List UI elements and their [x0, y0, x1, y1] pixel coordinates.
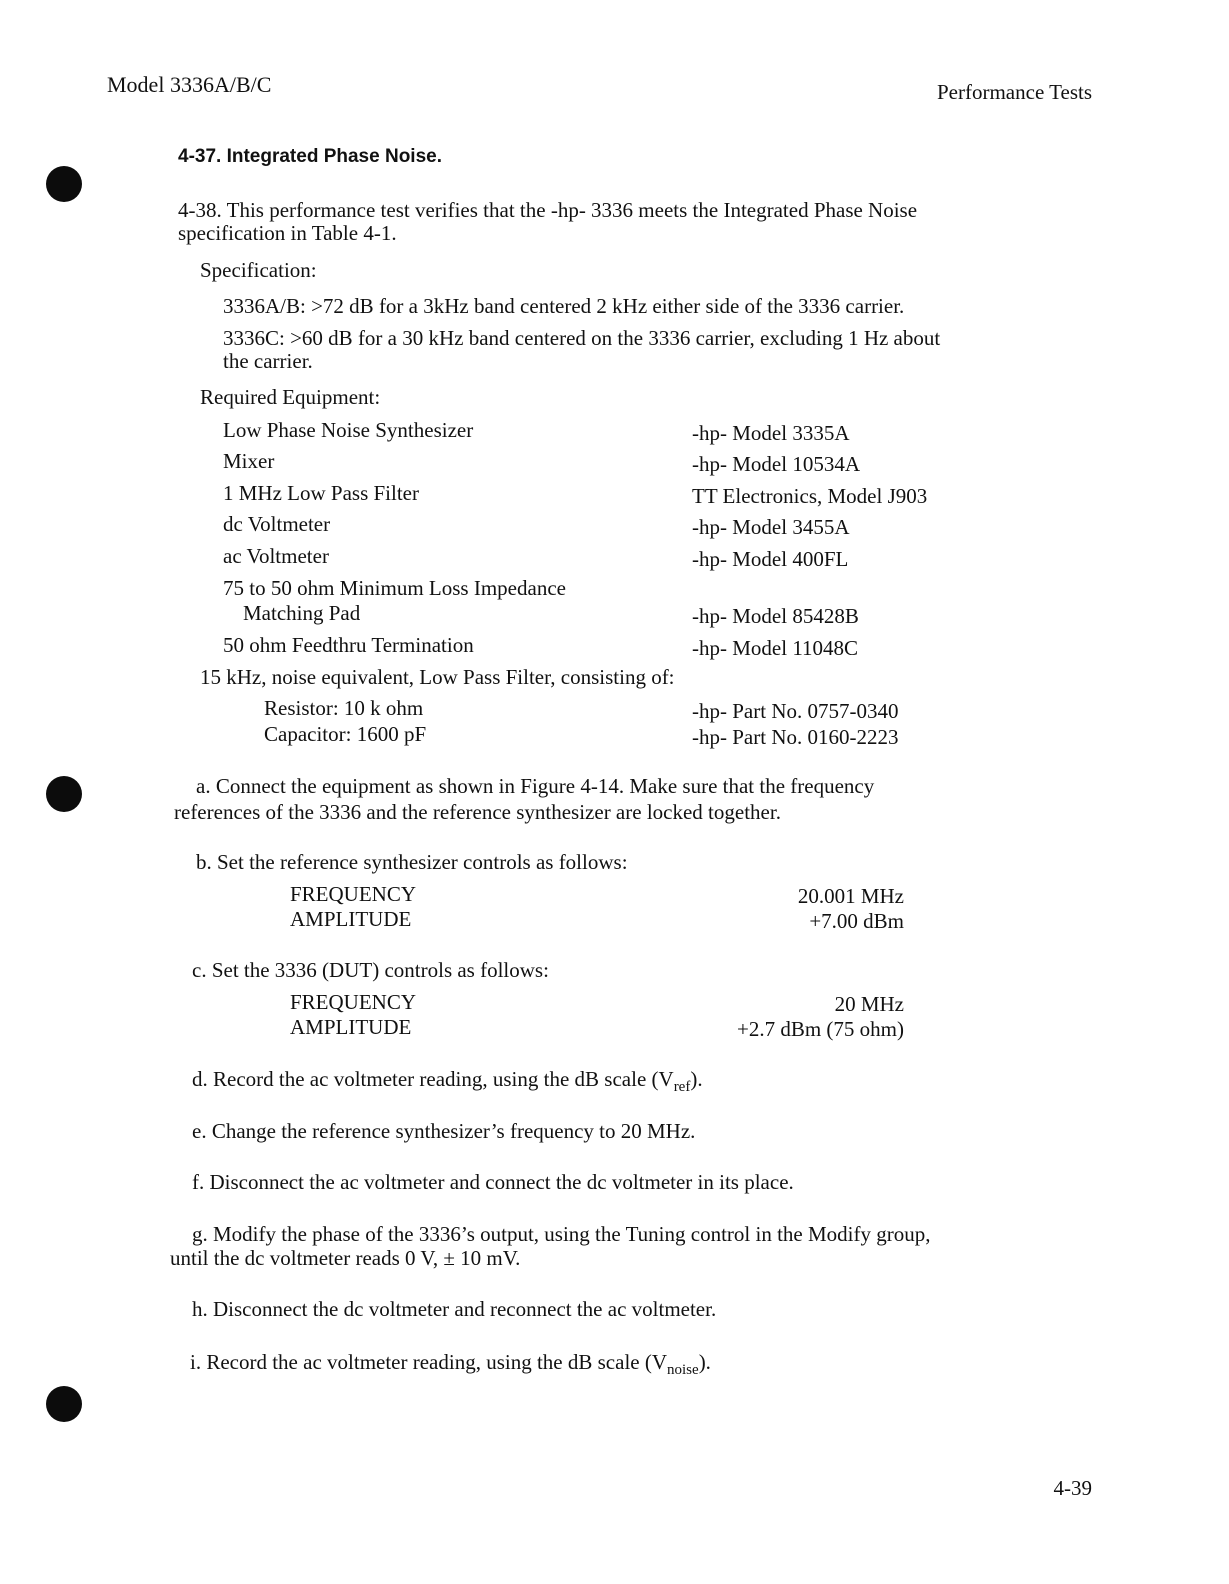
- step-i-end: ).: [698, 1350, 711, 1374]
- step-f: f. Disconnect the ac voltmeter and connect the dc voltmeter in its place.: [192, 1170, 794, 1194]
- step-i: [190, 1350, 711, 1379]
- filter-label: 15 kHz, noise equivalent, Low Pass Filter, consisting of:: [200, 665, 675, 689]
- step-c: c. Set the 3336 (DUT) controls as follows:: [192, 958, 549, 982]
- intro-line-2: specification in Table 4-1.: [178, 221, 397, 245]
- filter-part-name: Resistor: 10 k ohm: [264, 696, 424, 720]
- setting-label: AMPLITUDE: [290, 907, 412, 931]
- filter-part-name: Capacitor: 1600 pF: [264, 722, 427, 746]
- binder-hole-bottom: [46, 1386, 82, 1422]
- step-h: h. Disconnect the dc voltmeter and reconnect the ac voltmeter.: [192, 1297, 717, 1321]
- setting-label: AMPLITUDE: [290, 1015, 412, 1039]
- step-g-line1: g. Modify the phase of the 3336’s output, using the Tuning control in the Modify group,: [192, 1222, 931, 1246]
- equipment-name-continued: Matching Pad: [243, 601, 361, 625]
- equipment-model: -hp- Model 3455A: [692, 515, 850, 539]
- section-heading: 4-37. Integrated Phase Noise.: [178, 146, 442, 167]
- equipment-name: 75 to 50 ohm Minimum Loss Impedance: [223, 576, 566, 600]
- equipment-name: Low Phase Noise Synthesizer: [223, 418, 474, 442]
- subscript-noise: noise: [667, 1362, 699, 1378]
- equipment-model: TT Electronics, Model J903: [692, 484, 928, 508]
- step-d-end: ).: [690, 1067, 703, 1091]
- setting-value: 20 MHz: [834, 992, 904, 1016]
- spec-3336ab: 3336A/B: >72 dB for a 3kHz band centered 2 kHz either side of the 3336 carrier.: [223, 294, 905, 318]
- binder-hole-middle: [46, 776, 82, 812]
- step-d-text: d. Record the ac voltmeter reading, using the dB scale (V: [192, 1067, 674, 1091]
- step-e: e. Change the reference synthesizer’s frequency to 20 MHz.: [192, 1119, 696, 1143]
- specification-label: Specification:: [200, 258, 317, 282]
- page-number: 4-39: [1053, 1476, 1092, 1500]
- equipment-name: 1 MHz Low Pass Filter: [223, 481, 419, 505]
- filter-part-number: -hp- Part No. 0160-2223: [692, 725, 899, 749]
- step-a-line1: a. Connect the equipment as shown in Figure 4-14. Make sure that the frequency: [196, 774, 875, 798]
- equipment-name: dc Voltmeter: [223, 512, 331, 536]
- equipment-model: -hp- Model 11048C: [692, 636, 859, 660]
- header-section: Performance Tests: [936, 80, 1092, 104]
- setting-label: FREQUENCY: [290, 990, 417, 1014]
- step-g-line2: until the dc voltmeter reads 0 V, ± 10 mV.: [170, 1246, 521, 1270]
- setting-label: FREQUENCY: [290, 882, 417, 906]
- setting-value: 20.001 MHz: [797, 884, 904, 908]
- equipment-model: -hp- Model 3335A: [692, 421, 850, 445]
- step-b: b. Set the reference synthesizer controls as follows:: [196, 850, 628, 874]
- equipment-model: -hp- Model 85428B: [692, 604, 859, 628]
- step-d: [192, 1067, 703, 1096]
- header-model: Model 3336A/B/C: [107, 72, 272, 97]
- subscript-ref: ref: [673, 1079, 691, 1095]
- spec-3336c-line1: 3336C: >60 dB for a 30 kHz band centered on the 3336 carrier, excluding 1 Hz about: [223, 326, 941, 350]
- equipment-name: 50 ohm Feedthru Termination: [223, 633, 474, 657]
- equipment-name: ac Voltmeter: [223, 544, 329, 568]
- setting-value: +7.00 dBm: [809, 909, 904, 933]
- setting-value: +2.7 dBm (75 ohm): [736, 1017, 904, 1041]
- spec-3336c-line2: the carrier.: [223, 349, 313, 373]
- binder-hole-top: [46, 166, 82, 202]
- equipment-label: Required Equipment:: [200, 385, 381, 409]
- equipment-model: -hp- Model 10534A: [692, 452, 860, 476]
- equipment-name: Mixer: [223, 449, 275, 473]
- equipment-model: -hp- Model 400FL: [692, 547, 849, 571]
- step-a-line2: references of the 3336 and the reference synthesizer are locked together.: [174, 800, 781, 824]
- filter-part-number: -hp- Part No. 0757-0340: [692, 699, 899, 723]
- step-i-text: i. Record the ac voltmeter reading, using the dB scale (V: [190, 1350, 668, 1374]
- intro-line-1: 4-38. This performance test verifies that the -hp- 3336 meets the Integrated Phase Noise: [178, 198, 918, 222]
